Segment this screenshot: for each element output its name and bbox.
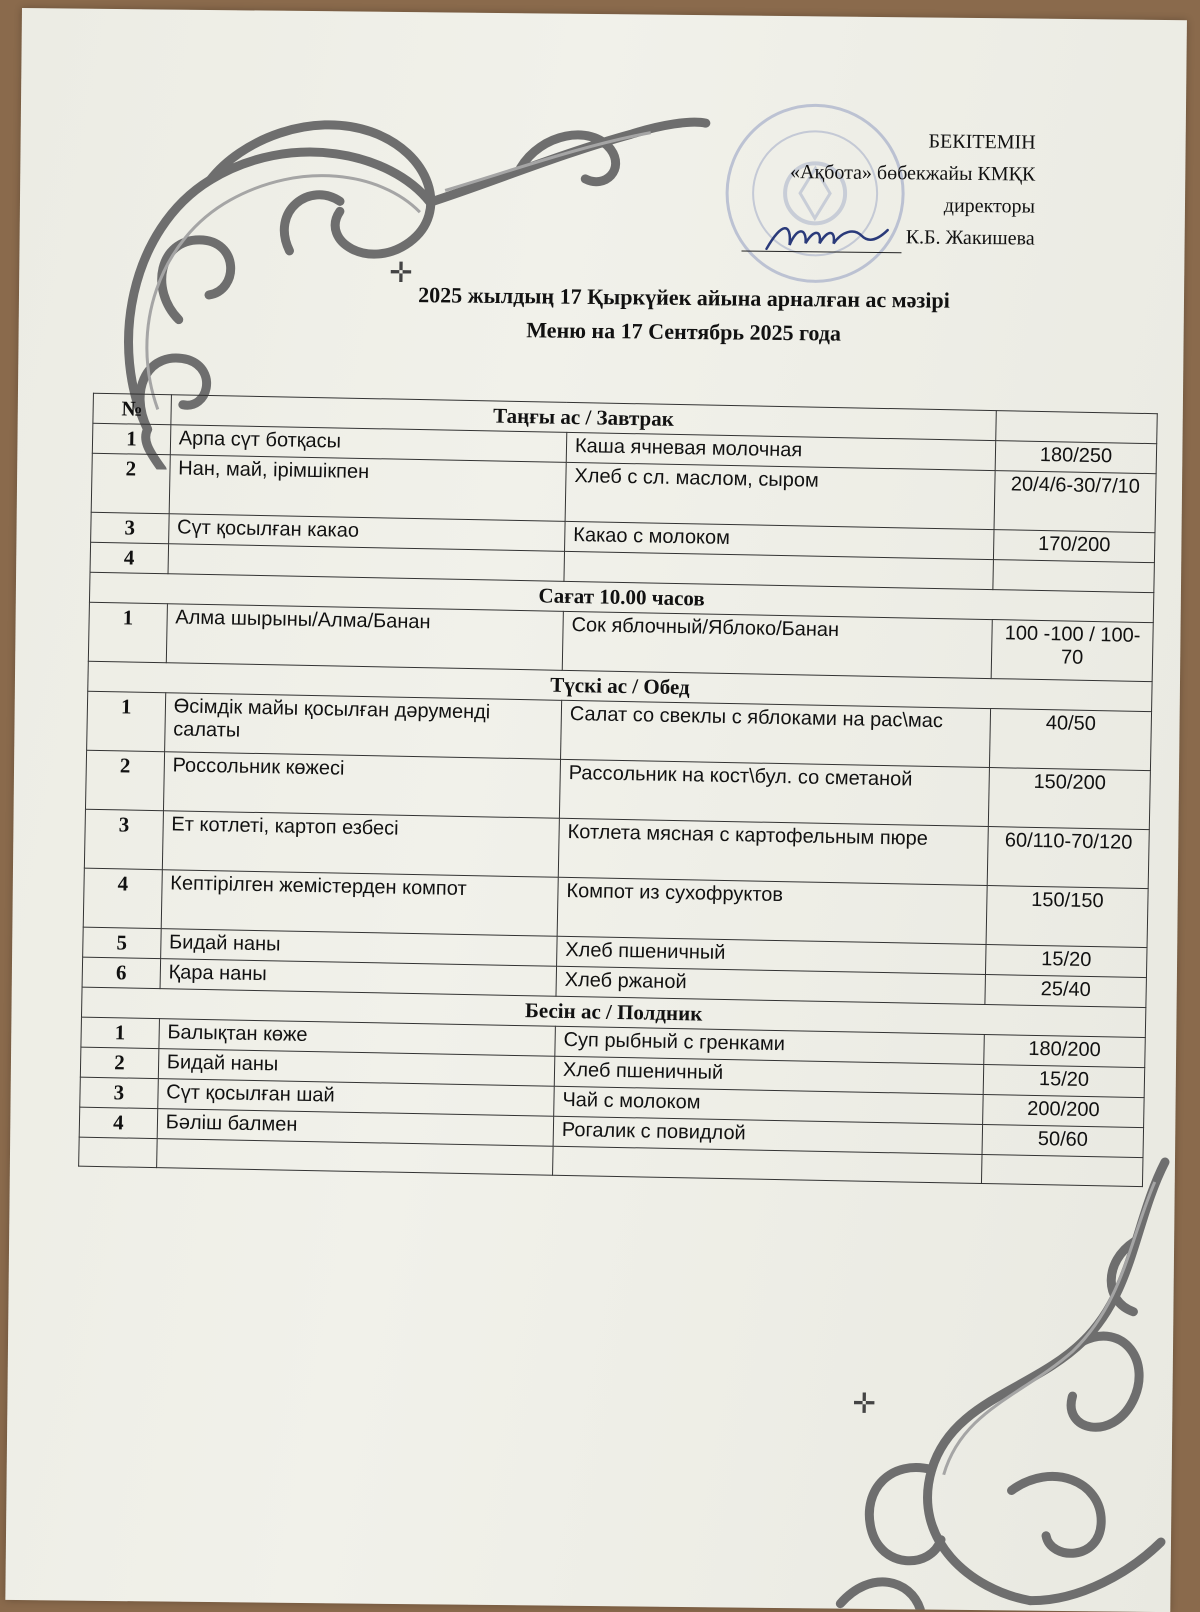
dish-ru: Чай с молоком [554, 1086, 984, 1124]
dish-weight: 15/20 [986, 945, 1147, 978]
row-number: 1 [87, 691, 166, 751]
dish-ru: Салат со свеклы с яблоками на рас\мас [560, 700, 990, 767]
signature [762, 217, 892, 258]
dish-ru: Хлеб пшеничный [557, 936, 987, 974]
dish-weight: 200/200 [983, 1094, 1144, 1127]
dish-ru: Рогалик с повидлой [553, 1116, 983, 1154]
approval-signature-line [742, 220, 1035, 255]
section-title-snack: Сағат 10.00 часов [89, 572, 1153, 622]
dish-weight: 20/4/6-30/7/10 [994, 471, 1156, 533]
menu-title-ru: Меню на 17 Сентябрь 2025 года [526, 317, 842, 346]
row-number: 2 [85, 750, 164, 810]
dish-weight: 150/150 [986, 886, 1148, 948]
dish-ru: Какао с молоком [564, 521, 994, 559]
header-number: № [93, 393, 171, 424]
dish-ru: Суп рыбный с гренками [555, 1026, 985, 1064]
header-breakfast: Таңғы ас / Завтрак [171, 395, 997, 441]
approval-organization: «Ақбота» бөбекжайы КМҚК [789, 161, 1036, 186]
dish-weight [993, 560, 1154, 593]
dish-weight: 50/60 [982, 1124, 1143, 1157]
row-number: 1 [81, 1017, 159, 1048]
row-number [79, 1137, 157, 1167]
dish-ru: Каша ячневая молочная [566, 432, 996, 470]
dish-weight: 180/200 [984, 1034, 1145, 1067]
dish-ru: Компот из сухофруктов [557, 877, 987, 944]
section-title-afternoon: Бесін ас / Полдник [81, 987, 1145, 1037]
dish-kz: Бидай наны [158, 1049, 555, 1087]
dish-weight: 170/200 [994, 530, 1155, 563]
dish-kz: Өсімдік майы қосылған дәруменді салаты [164, 693, 561, 760]
row-number: 4 [90, 542, 168, 573]
row-number: 2 [80, 1047, 158, 1078]
dish-kz: Қара наны [160, 959, 557, 997]
dish-kz: Бидай наны [160, 929, 557, 967]
dish-kz: Ет котлеті, картоп езбесі [162, 811, 559, 878]
row-number: 6 [82, 957, 160, 988]
dish-kz: Арпа сүт ботқасы [170, 425, 567, 463]
section-title-lunch: Түскі ас / Обед [88, 661, 1152, 711]
dish-kz: Кептірілген жемістерден компот [161, 870, 558, 937]
dish-weight: 15/20 [983, 1064, 1144, 1097]
approval-position: директоры [943, 194, 1036, 218]
dish-kz: Нан, май, ірімшікпен [169, 455, 566, 522]
approval-title: БЕКІТЕМІН [928, 130, 1036, 154]
row-number: 1 [92, 423, 170, 454]
row-number: 2 [91, 453, 170, 513]
dish-ru: Сок яблочный/Яблоко/Банан [562, 611, 992, 678]
signature-line [742, 231, 902, 254]
row-number: 3 [84, 809, 163, 869]
approval-block [742, 124, 1036, 255]
menu-sheet [5, 8, 1187, 1612]
menu-title-kz: 2025 жылдың 17 Қыркүйек айына арналған ас мәзірі [418, 282, 950, 313]
dish-kz [156, 1139, 553, 1176]
cross-mark-bottom: ✛ [852, 1388, 877, 1421]
dish-ru: Хлеб ржаной [556, 966, 986, 1004]
row-number: 3 [91, 512, 169, 543]
row-number: 4 [79, 1107, 157, 1138]
director-name: К.Б. Жакишева [905, 226, 1035, 250]
dish-kz: Сүт қосылған какао [168, 514, 565, 552]
cross-mark-top: ✛ [389, 257, 413, 290]
ornament-bottom-right [830, 1139, 1175, 1612]
dish-kz: Алма шырыны/Алма/Банан [166, 604, 563, 671]
dish-ru: Котлета мясная с картофельным пюре [558, 818, 988, 885]
dish-weight: 180/250 [995, 441, 1156, 474]
dish-weight: 40/50 [990, 709, 1152, 771]
dish-weight: 25/40 [985, 975, 1146, 1008]
menu-table [78, 393, 1158, 1187]
dish-weight: 100 -100 / 100-70 [991, 620, 1153, 682]
dish-kz: Россольник көжесі [163, 752, 560, 819]
dish-kz: Бәліш балмен [157, 1109, 554, 1147]
dish-kz: Балықтан көже [159, 1019, 556, 1057]
dish-ru: Хлеб пшеничный [554, 1056, 984, 1094]
header-weight [996, 411, 1157, 444]
dish-weight: 60/110-70/120 [987, 827, 1149, 889]
dish-weight: 150/200 [988, 768, 1150, 830]
dish-ru: Рассольник на кост\бул. со сметаной [559, 759, 989, 826]
dish-ru: Хлеб с сл. маслом, сыром [565, 462, 995, 529]
row-number: 5 [83, 927, 161, 958]
dish-weight [982, 1154, 1143, 1186]
dish-kz: Сүт қосылған шай [157, 1079, 554, 1117]
row-number: 1 [88, 602, 167, 662]
row-number: 4 [83, 868, 162, 928]
row-number: 3 [80, 1077, 158, 1108]
